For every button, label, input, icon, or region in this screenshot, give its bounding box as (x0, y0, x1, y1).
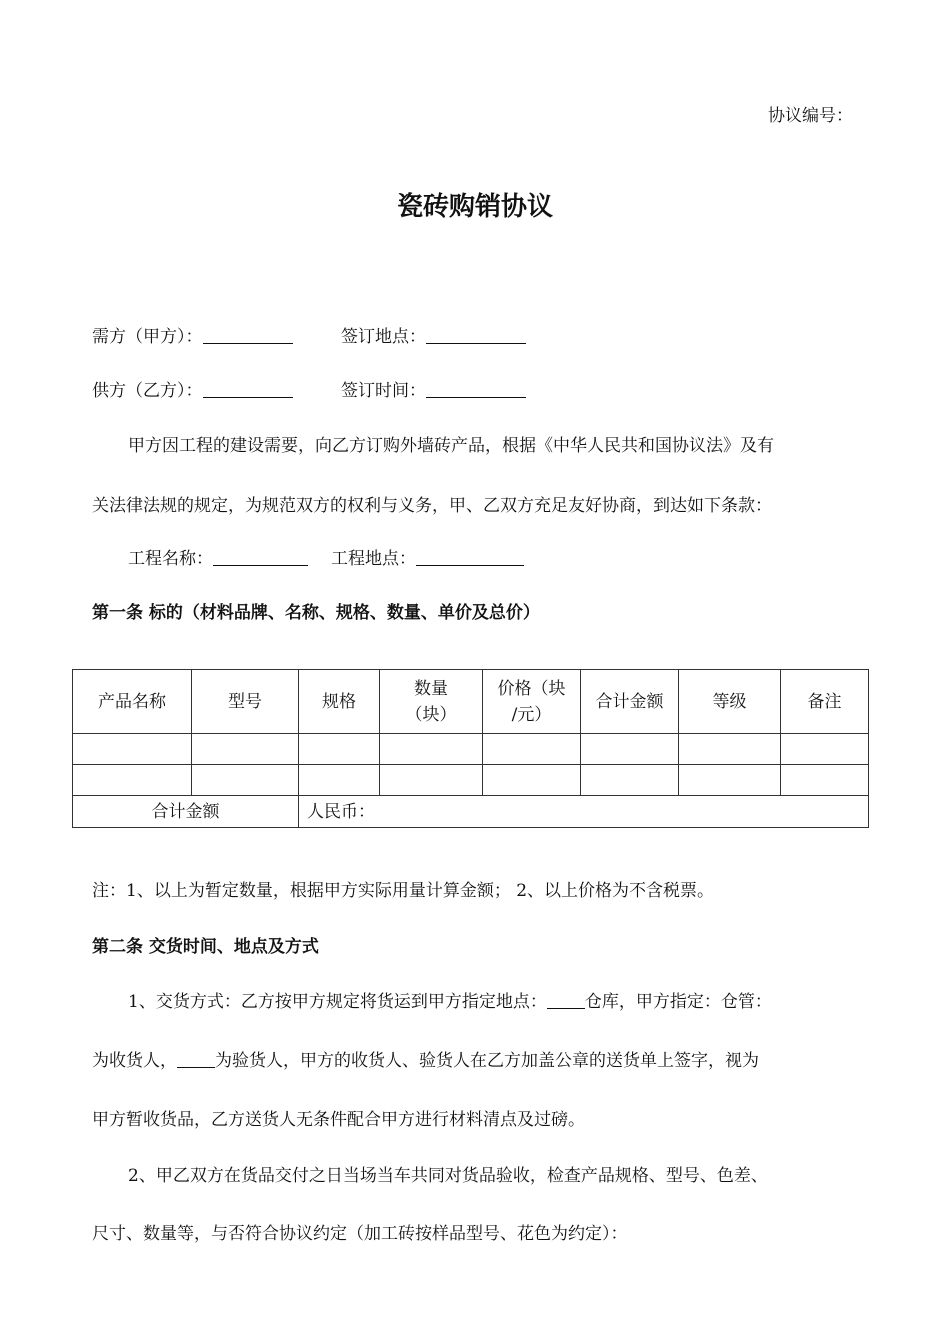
table-cell (73, 765, 192, 796)
header-quantity (380, 670, 483, 734)
sign-place-blank (426, 325, 526, 344)
table-cell (581, 765, 679, 796)
total-label-cell: 合计金额 (73, 796, 299, 828)
sign-time-label: 签订时间： (341, 381, 426, 401)
header-model: 型号 (192, 670, 299, 734)
inspector-blank (177, 1049, 215, 1068)
article-2-title: 第二条 交货时间、地点及方式 (92, 937, 319, 957)
table-header-row (73, 670, 869, 734)
table-cell (581, 734, 679, 765)
table-cell (483, 765, 581, 796)
table-cell (380, 734, 483, 765)
table-cell (679, 765, 781, 796)
header-quantity-line2: （块） (405, 704, 457, 725)
table-cell (380, 765, 483, 796)
supplier-blank (203, 379, 293, 398)
receiver-text: 为收货人， (92, 1051, 177, 1071)
header-price-line1: 价格（块 (497, 678, 566, 699)
table-row (73, 734, 869, 765)
header-price (483, 670, 581, 734)
article-2-para-2-line-2: 尺寸、数量等，与否符合协议约定（加工砖按样品型号、花色为约定）： (92, 1224, 628, 1244)
header-price-line2: /元） (511, 704, 552, 725)
article-2-para-1-line-3: 甲方暂收货品，乙方送货人无条件配合甲方进行材料清点及过磅。 (92, 1110, 585, 1130)
supplier-line (92, 376, 293, 401)
table-cell (483, 734, 581, 765)
warehouse-blank (547, 990, 585, 1009)
supplier-label: 供方（乙方）： (92, 381, 203, 401)
project-location-label: 工程地点： (331, 549, 416, 569)
table-cell (299, 734, 380, 765)
buyer-line (92, 322, 293, 347)
table-cell (192, 765, 299, 796)
buyer-label: 需方（甲方）： (92, 327, 203, 347)
sign-place-label: 签订地点： (341, 327, 426, 347)
project-name-label: 工程名称： (128, 549, 213, 569)
header-total: 合计金额 (581, 670, 679, 734)
article-1-title: 第一条 标的（材料品牌、名称、规格、数量、单价及总价） (92, 603, 540, 623)
project-location-blank (416, 547, 524, 566)
project-location-line (331, 544, 524, 569)
table-cell (781, 734, 869, 765)
table-cell (73, 734, 192, 765)
document-number-label: 协议编号： (768, 106, 853, 126)
table-row (73, 765, 869, 796)
table-cell (679, 734, 781, 765)
sign-time-blank (426, 379, 526, 398)
project-name-blank (213, 547, 308, 566)
header-spec: 规格 (299, 670, 380, 734)
table-cell (192, 734, 299, 765)
intro-line-2: 关法律法规的规定，为规范双方的权利与义务，甲、乙双方充足友好协商，到达如下条款： (92, 496, 772, 516)
table-cell (299, 765, 380, 796)
intro-line-1: 甲方因工程的建设需要，向乙方订购外墙砖产品，根据《中华人民共和国协议法》及有 (128, 436, 774, 456)
article-2-para-2-line-1: 2、甲乙双方在货品交付之日当场当车共同对货品验收，检查产品规格、型号、色差、 (128, 1166, 768, 1186)
inspector-text: 为验货人，甲方的收货人、验货人在乙方加盖公章的送货单上签字，视为 (215, 1051, 759, 1071)
header-product: 产品名称 (73, 670, 192, 734)
header-grade: 等级 (679, 670, 781, 734)
sign-time-line (341, 376, 526, 401)
table-total-row (73, 796, 869, 828)
delivery-method-text: 1、交货方式：乙方按甲方规定将货运到甲方指定地点： (128, 992, 547, 1012)
page-title: 瓷砖购销协议 (396, 192, 553, 222)
rmb-cell: 人民币： (299, 796, 869, 828)
warehouse-text: 仓库，甲方指定：仓管： (584, 992, 772, 1012)
product-table (72, 669, 869, 828)
buyer-blank (203, 325, 293, 344)
article-2-para-1-line-2 (92, 1046, 759, 1071)
sign-place-line (341, 322, 526, 347)
table-note: 注：1、以上为暂定数量，根据甲方实际用量计算金额； 2、以上价格为不含税票。 (92, 881, 715, 901)
header-remark: 备注 (781, 670, 869, 734)
header-quantity-line1: 数量 (414, 678, 448, 699)
article-2-para-1-line-1 (128, 987, 772, 1012)
project-name-line (128, 544, 308, 569)
table-cell (781, 765, 869, 796)
